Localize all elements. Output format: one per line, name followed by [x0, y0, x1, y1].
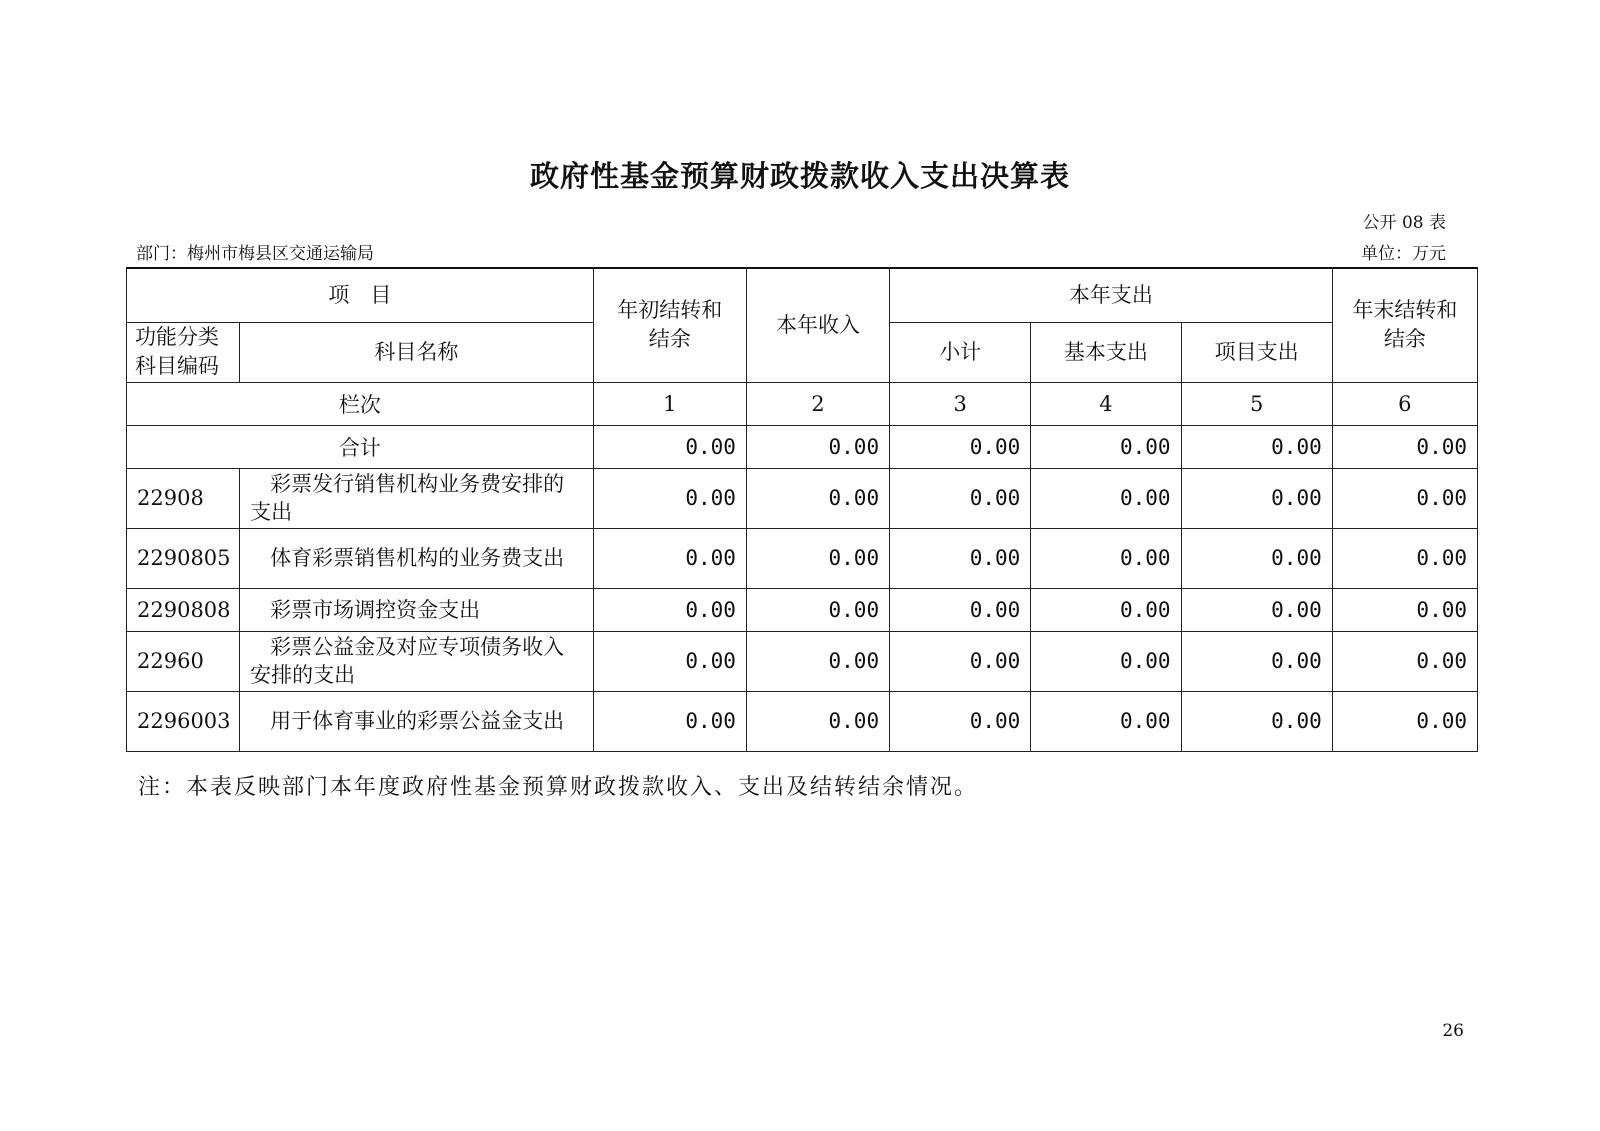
row-name: 体育彩票销售机构的业务费支出: [240, 528, 594, 588]
row-value: 0.00: [1332, 691, 1477, 751]
table-row: [127, 631, 1478, 691]
total-value: 0.00: [890, 425, 1031, 468]
row-value: 0.00: [746, 588, 889, 631]
row-value: 0.00: [746, 631, 889, 691]
column-index-cell: 3: [890, 382, 1031, 425]
column-index-label: 栏次: [127, 382, 594, 425]
row-value: 0.00: [1181, 631, 1332, 691]
column-index-cell: 4: [1031, 382, 1181, 425]
unit-label: 单位：万元: [1361, 244, 1446, 264]
row-code: 2296003: [127, 691, 240, 751]
row-code: 22908: [127, 468, 240, 528]
table-row: [127, 528, 1478, 588]
department-label: 部门：梅州市梅县区交通运输局: [136, 244, 374, 264]
row-value: 0.00: [593, 468, 746, 528]
row-value: 0.00: [890, 631, 1031, 691]
column-index-cell: 2: [746, 382, 889, 425]
row-value: 0.00: [1031, 468, 1181, 528]
row-value: 0.00: [1181, 588, 1332, 631]
row-code: 2290808: [127, 588, 240, 631]
header-item: 项 目: [127, 268, 594, 322]
row-value: 0.00: [890, 588, 1031, 631]
row-value: 0.00: [890, 528, 1031, 588]
table-note: 注：本表反映部门本年度政府性基金预算财政拨款收入、支出及结转结余情况。: [138, 775, 979, 800]
row-name: 彩票市场调控资金支出: [240, 588, 594, 631]
total-value: 0.00: [746, 425, 889, 468]
row-value: 0.00: [1181, 691, 1332, 751]
row-name: 彩票公益金及对应专项债务收入安排的支出: [240, 631, 594, 691]
header-code: 功能分类 科目编码: [127, 322, 240, 382]
row-value: 0.00: [746, 468, 889, 528]
page-number: 26: [1442, 1021, 1464, 1041]
row-value: 0.00: [593, 631, 746, 691]
row-code: 22960: [127, 631, 240, 691]
header-project: 项目支出: [1181, 322, 1332, 382]
header-basic: 基本支出: [1031, 322, 1181, 382]
header-expense: 本年支出: [890, 268, 1333, 322]
row-value: 0.00: [1332, 588, 1477, 631]
row-value: 0.00: [1332, 631, 1477, 691]
row-value: 0.00: [746, 691, 889, 751]
column-index-cell: 1: [593, 382, 746, 425]
row-value: 0.00: [1031, 528, 1181, 588]
column-index-cell: 5: [1181, 382, 1332, 425]
header-income: 本年收入: [746, 268, 889, 382]
total-label: 合计: [127, 425, 594, 468]
row-value: 0.00: [890, 468, 1031, 528]
row-value: 0.00: [1031, 691, 1181, 751]
total-value: 0.00: [1031, 425, 1181, 468]
row-value: 0.00: [1181, 528, 1332, 588]
total-value: 0.00: [593, 425, 746, 468]
row-value: 0.00: [593, 588, 746, 631]
row-value: 0.00: [1332, 468, 1477, 528]
row-value: 0.00: [746, 528, 889, 588]
row-value: 0.00: [1181, 468, 1332, 528]
header-end-balance: 年末结转和 结余: [1332, 268, 1477, 382]
total-value: 0.00: [1181, 425, 1332, 468]
row-value: 0.00: [1332, 528, 1477, 588]
report-title: 政府性基金预算财政拨款收入支出决算表: [529, 159, 1070, 193]
table-row: [127, 468, 1478, 528]
row-name: 用于体育事业的彩票公益金支出: [240, 691, 594, 751]
row-name: 彩票发行销售机构业务费安排的支出: [240, 468, 594, 528]
form-number: 公开 08 表: [1362, 213, 1446, 233]
column-index-cell: 6: [1332, 382, 1477, 425]
row-code: 2290805: [127, 528, 240, 588]
total-value: 0.00: [1332, 425, 1477, 468]
header-name: 科目名称: [240, 322, 594, 382]
row-value: 0.00: [890, 691, 1031, 751]
table-row: [127, 588, 1478, 631]
header-subtotal: 小计: [890, 322, 1031, 382]
table-row: [127, 691, 1478, 751]
budget-table: [126, 267, 1478, 752]
row-value: 0.00: [1031, 631, 1181, 691]
row-value: 0.00: [1031, 588, 1181, 631]
header-begin-balance: 年初结转和 结余: [593, 268, 746, 382]
row-value: 0.00: [593, 528, 746, 588]
row-value: 0.00: [593, 691, 746, 751]
